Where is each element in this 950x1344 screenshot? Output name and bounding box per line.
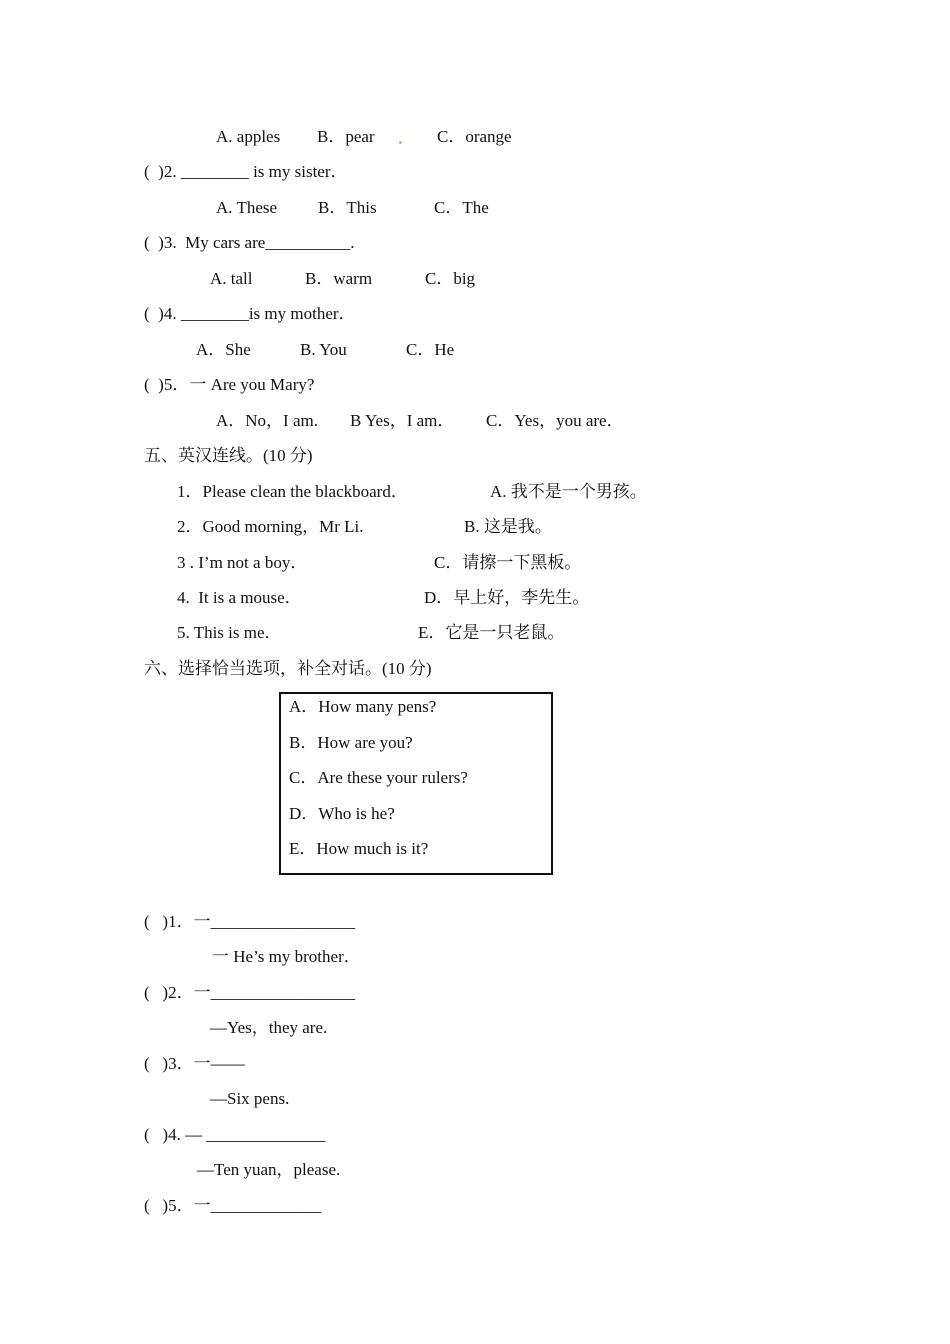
box-option-b: B．How are you?	[289, 733, 413, 752]
match-right-e: E．它是一只老鼠。	[418, 623, 565, 642]
match-left-1: 1．Please clean the blackboard．	[177, 482, 408, 501]
q1-option-b: B．pear	[317, 127, 375, 146]
q4-option-a: A．She	[196, 340, 251, 359]
q2-option-b: B．This	[318, 198, 377, 217]
section6-title: 六、选择恰当选项，补全对话。(10 分)	[144, 659, 432, 678]
q3-option-a: A. tall	[210, 269, 253, 288]
dialogue-2-question: ( )2．一_________________	[144, 983, 356, 1002]
section5-title: 五、英汉连线。(10 分)	[144, 446, 313, 465]
q3-option-b: B．warm	[305, 269, 373, 288]
q2-stem: ( )2. ________ is my sister．	[144, 162, 348, 181]
q1-option-c: C．orange	[437, 127, 512, 146]
q4-stem: ( )4. ________is my mother．	[144, 304, 356, 323]
q1-option-a: A. apples	[216, 127, 281, 146]
match-right-a: A. 我不是一个男孩。	[490, 482, 647, 501]
q4-option-c: C．He	[406, 340, 455, 359]
match-right-b: B. 这是我。	[464, 517, 552, 536]
dialogue-1-answer: 一 He’s my brother．	[212, 947, 361, 966]
match-left-3: 3 . I’m not a boy．	[177, 553, 308, 572]
q5-stem: ( )5．一 Are you Mary?	[144, 375, 315, 394]
q5-option-a: A．No，I am.	[216, 411, 318, 430]
q2-option-c: C．The	[434, 198, 489, 217]
dialogue-5-question: ( )5．一_____________	[144, 1196, 322, 1215]
box-option-e: E．How much is it?	[289, 839, 429, 858]
match-left-4: 4. It is a mouse．	[177, 588, 302, 607]
dialogue-3-question: ( )3．一——	[144, 1054, 245, 1073]
q3-option-c: C．big	[425, 269, 476, 288]
match-left-2: 2．Good morning，Mr Li.	[177, 517, 364, 536]
box-option-a: A．How many pens?	[289, 697, 437, 716]
box-option-d: D．Who is he?	[289, 804, 395, 823]
q3-stem: ( )3. My cars are__________.	[144, 233, 355, 252]
dialogue-3-answer: —Six pens.	[210, 1089, 290, 1108]
match-right-d: D．早上好，李先生。	[424, 588, 590, 607]
speck-mark	[399, 141, 402, 144]
match-right-c: C．请擦一下黑板。	[434, 553, 582, 572]
q4-option-b: B. You	[300, 340, 347, 359]
dialogue-2-answer: —Yes，they are.	[210, 1018, 328, 1037]
box-option-c: C．Are these your rulers?	[289, 768, 468, 787]
match-left-5: 5. This is me．	[177, 623, 282, 642]
dialogue-1-question: ( )1．一_________________	[144, 912, 356, 931]
q2-option-a: A. These	[216, 198, 278, 217]
q5-option-c: C．Yes，you are．	[486, 411, 624, 430]
dialogue-4-question: ( )4. — ______________	[144, 1125, 326, 1144]
q5-option-b: B Yes，I am．	[350, 411, 455, 430]
dialogue-4-answer: —Ten yuan，please.	[197, 1160, 341, 1179]
